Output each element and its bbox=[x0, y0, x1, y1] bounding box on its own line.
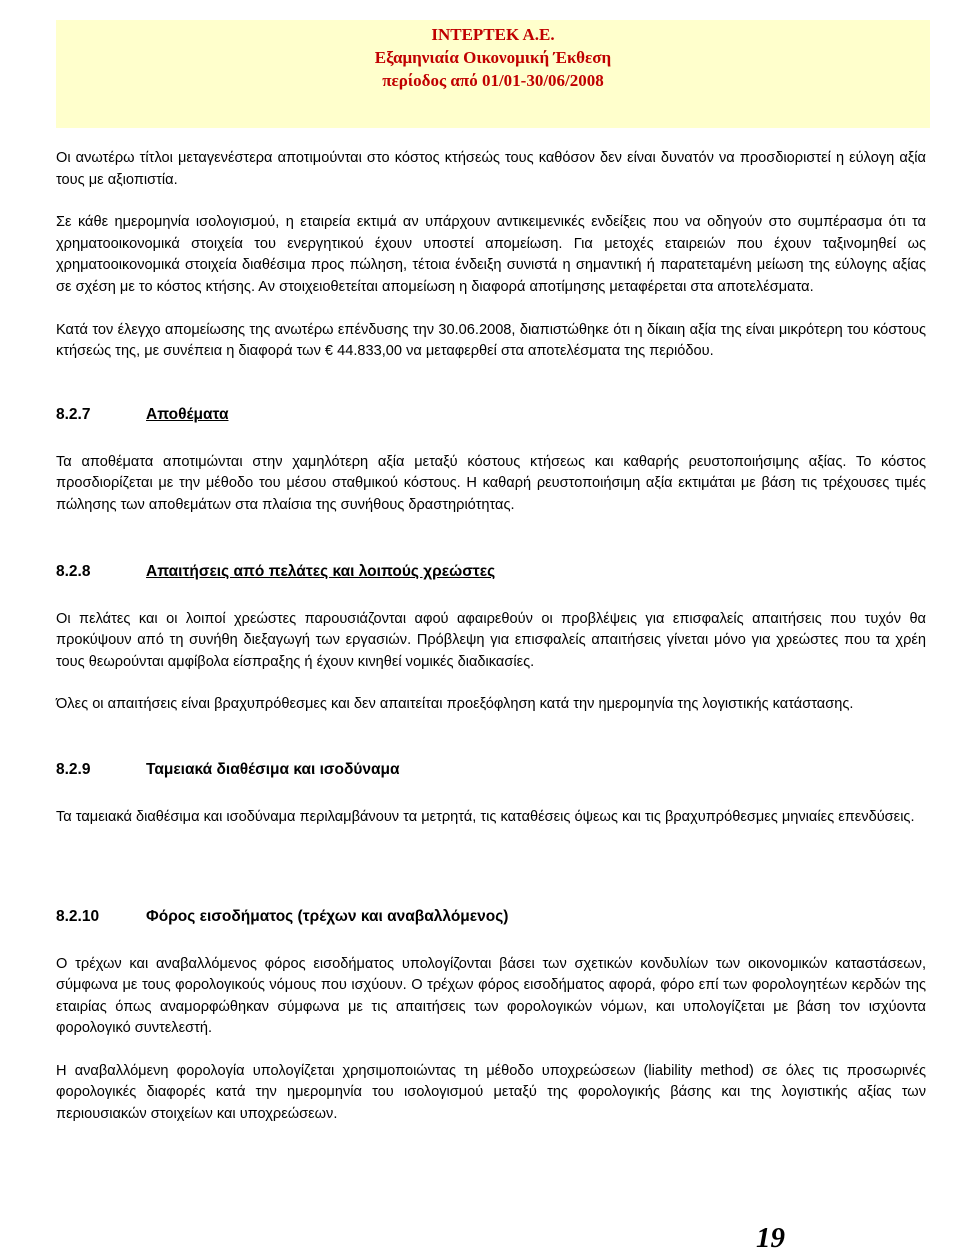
section-title: Ταμειακά διαθέσιμα και ισοδύναμα bbox=[146, 760, 400, 778]
report-title: Εξαμηνιαία Οικονομική Έκθεση bbox=[374, 48, 612, 67]
paragraph: Οι ανωτέρω τίτλοι μεταγενέστερα αποτιμούνται στο κόστος κτήσεώς τους καθόσον δεν είναι δυνατόν να προσδιοριστεί η εύλογη αξία τους με αξιοπιστία. bbox=[56, 150, 926, 188]
document-body bbox=[56, 148, 926, 1126]
paragraph: Ο τρέχων και αναβαλλόμενος φόρος εισοδήματος υπολογίζονται βάσει των σχετικών κονδυλίων των οικονομικών καταστάσεων, σύμφωνα με τους φορολογικούς νόμους που ισχύουν. Ο τρέχων φόρος εισοδήματος αφορά, φόρο επί των φορολογητέων κερδών της εταιρίας όπως αναμορφώθηκαν σύμφωνα με τις απαιτήσεις των φορολογικών νόμων, και υπολογίζεται με βάση τον ισχύοντα φορολογικό συντελεστή. bbox=[56, 955, 926, 1037]
paragraph: Οι πελάτες και οι λοιποί χρεώστες παρουσιάζονται αφού αφαιρεθούν οι προβλέψεις για επισφαλείς απαιτήσεις που τυχόν θα προκύψουν από τη συνήθη διεξαγωγή των εργασιών. Πρόβλεψη για επισφαλείς απαιτήσεις γίνεται μόνο για χρεώστες που τα χρέη τους θεωρούνται αμφίβολα είσπραξης ή έχουν κινηθεί νομικές διαδικασίες. bbox=[56, 610, 926, 670]
paragraph: Τα ταμειακά διαθέσιμα και ισοδύναμα περιλαμβάνουν τα μετρητά, τις καταθέσεις όψεως και τις βραχυπρόθεσμες μηνιαίες επενδύσεις. bbox=[56, 808, 915, 825]
paragraph: Η αναβαλλόμενη φορολογία υπολογίζεται χρησιμοποιώντας τη μέθοδο υποχρεώσεων (liability method) σε όλες τις προσωρινές φορολογικές διαφορές κατά την ημερομηνία του ισολογισμού μεταξύ της φορολογικής βάσης και της λογιστικής αξίας των περιουσιακών στοιχείων και υποχρεώσεων. bbox=[56, 1062, 926, 1123]
section-heading bbox=[56, 561, 926, 583]
paragraph: Κατά τον έλεγχο απομείωσης της ανωτέρω επένδυσης την 30.06.2008, διαπιστώθηκε ότι η δίκαιη αξία της είναι μικρότερη του κόστους κτήσεώς της, με συνέπεια η διαφορά των € 44.833,00 να μεταφερθεί στα αποτελέσματα της περιόδου. bbox=[56, 321, 926, 360]
report-header bbox=[56, 20, 930, 128]
paragraph: Τα αποθέματα αποτιμώνται στην χαμηλότερη αξία μεταξύ κόστους κτήσεως και καθαρής ρευστοποιήσιμης αξίας. Το κόστος προσδιορίζεται με την μέθοδο του μέσου σταθμικού κόστους. Η καθαρή ρευστοποιήσιμη αξία εκτιμάται με βάση τις τρέχουσες τιμές πώλησης των αποθεμάτων στα πλαίσια της συνήθους δραστηριότητας. bbox=[56, 453, 926, 513]
page-number: 19 bbox=[756, 1222, 785, 1254]
paragraph: Όλες οι απαιτήσεις είναι βραχυπρόθεσμες και δεν απαιτείται προεξόφληση κατά την ημερομηνία της λογιστικής κατάστασης. bbox=[56, 696, 854, 713]
section-number: 8.2.9 bbox=[56, 760, 91, 778]
section-heading bbox=[56, 759, 926, 781]
company-name: INTEPTEK A.E. bbox=[431, 25, 555, 44]
section-title: Αποθέματα bbox=[146, 405, 229, 423]
section-heading bbox=[56, 404, 926, 426]
report-period: περίοδος από 01/01-30/06/2008 bbox=[382, 71, 604, 90]
section-number: 8.2.7 bbox=[56, 405, 91, 423]
section-title: Απαιτήσεις από πελάτες και λοιπούς χρεώστες bbox=[146, 562, 496, 580]
paragraph: Σε κάθε ημερομηνία ισολογισμού, η εταιρεία εκτιμά αν υπάρχουν αντικειμενικές ενδείξεις που να οδηγούν στο συμπέρασμα ότι τα χρηματοοικονομικά στοιχεία του ενεργητικού έχουν υποστεί απομείωση. Για μετοχές εταιρειών που έχουν ταξινομηθεί ως χρηματοοικονομικά στοιχεία διαθέσιμα προς πώληση, τέτοια ένδειξη συνιστά η σημαντική ή παρατεταμένη μείωση της εύλογης αξίας σε σχέση με το κόστος κτήσης. Αν στοιχειοθετείται απομείωση η διαφορά αποτίμησης μεταφέρεται στα αποτελέσματα. bbox=[56, 214, 926, 295]
section-heading bbox=[56, 906, 926, 928]
section-number: 8.2.10 bbox=[56, 907, 100, 925]
section-title: Φόρος εισοδήματος (τρέχων και αναβαλλόμενος) bbox=[146, 907, 509, 925]
section-number: 8.2.8 bbox=[56, 562, 91, 580]
